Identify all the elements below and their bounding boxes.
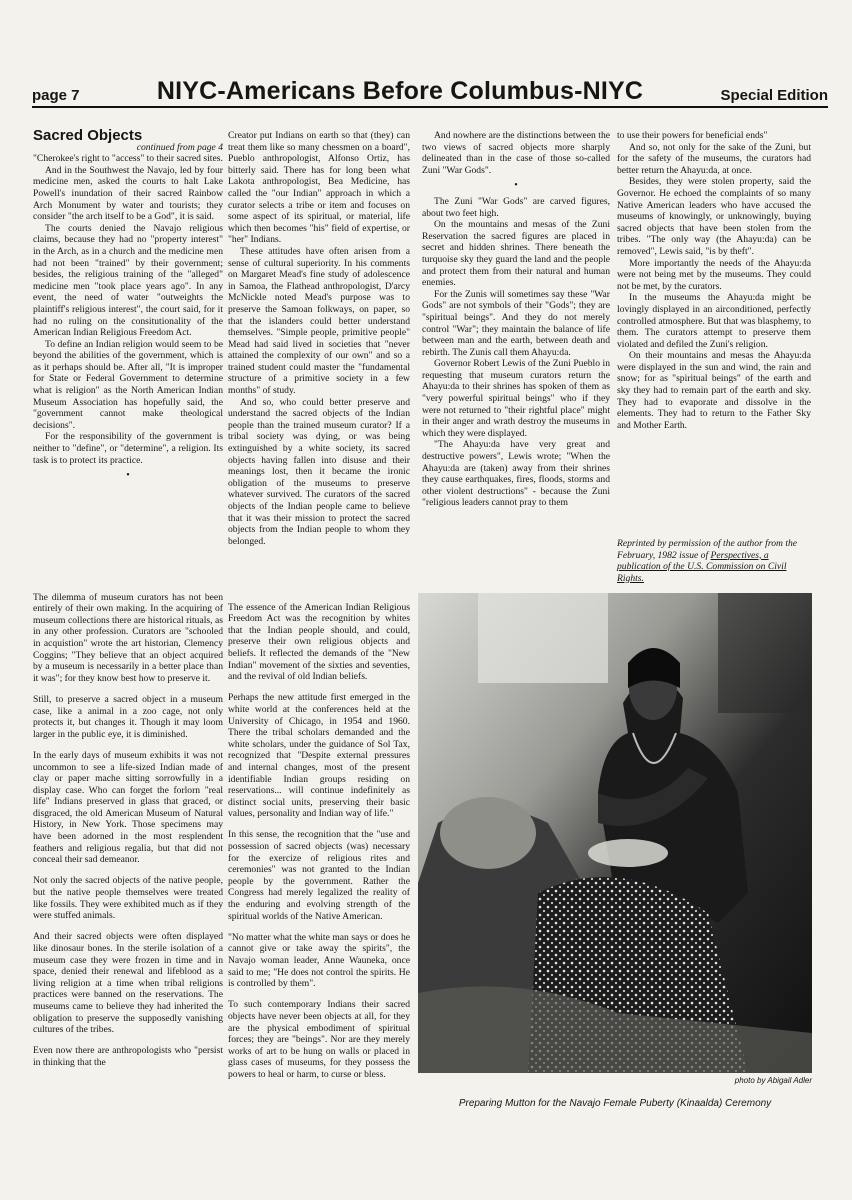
photograph <box>418 593 812 1073</box>
column-4 <box>617 130 811 431</box>
masthead <box>32 76 828 108</box>
paragraph: For the Zunis will sometimes say these "War Gods" are not symbols of their "Gods"; they are "spiritual beings". And they do not merely control "War"; they maintain the balance of life between man and the earth, between death and rebirth. The Zunis call them Ahayu:da. <box>422 288 610 358</box>
paragraph: For the responsibility of the government is neither to "define", or "determine", a religion. Its task is to protect its practice. <box>33 431 223 466</box>
paragraph: More importantly the needs of the Ahayu:da were not being met by the museums. They could not be met, by the curators. <box>617 257 811 292</box>
paragraph: Perhaps the new attitude first emerged in the white world at the conferences held at the University of Chicago, in 1954 and 1960. There the tribal scholars demanded and the white scholars, under the guidance of Sol Tax, recognized that "Despite external pressures and internal changes, most of the present identifiable Indian groups residing on reservations... will continue indefinitely as distinct social units, preserving their basic values, personality and Indian way of life." <box>228 692 410 820</box>
paragraph: In the early days of museum exhibits it was not uncommon to see a life-sized Indian made of clay or paper mache sitting sorrowfully in a display case. Who can forget the forlorn "real life" Indians preserved in glass that graced, or disgraced, the old American Museum of Natural History, in New York. Those specimens may have been adorned in the most resplendent feathers and religious regalia, but that did not conceal their sad demeanor. <box>33 749 223 866</box>
paragraph: And so, who could better preserve and understand the sacred objects of the Indian people than the trained museum curator? If a tribal society was dying, or was being extinguished by a white society, its sacred objects having fallen into disuse and their meanings lost, then it became the ironic obligation of the museums to preserve whatever survived. The curators of the sacred objects of the Indian people came to believe that it was their mission to protect the sacred objects from the Indian people to whom they belonged. <box>228 396 410 547</box>
reprint-text: Reprinted by permission of the author from the February, 1982 issue of <box>617 538 798 561</box>
photo-caption: Preparing Mutton for the Navajo Female Puberty (Kinaalda) Ceremony <box>458 1098 772 1109</box>
paragraph: In this sense, the recognition that the "use and possession of sacred objects (was) necessary for the exercize of religious rites and ceremonies" was not granted to the Indian people by the government. Rather the Congress had merely legalized the reality of the enduring and evolving strength of the spiritual worlds of the Native American. <box>228 829 410 922</box>
reprint-notice <box>617 538 811 584</box>
photograph-image-icon <box>418 593 812 1073</box>
column-2 <box>228 130 410 547</box>
paragraph: And their sacred objects were often displayed like dinosaur bones. In the sterile isolation of a museum case they were frozen in time and in space, denied their renewal and lifeblood as a living religion at a time when tribal religions practices were banned on the reservations. The museums came to believe they had inherited the obligation to preserve the supposedly vanishing cultures of the tribes. <box>33 931 223 1036</box>
continued-from: continued from page 4 <box>136 141 223 153</box>
paragraph: Governor Robert Lewis of the Zuni Pueblo in requesting that museum curators return the Ahayu:da to their shrines has spoken of them as "very powerful spiritual beings" who if they were not returned to "their rightful place" might in their anger and wrath destroy the museums in which they were displayed. <box>422 358 610 439</box>
column-3 <box>422 130 610 509</box>
paragraph: Even now there are anthropologists who "persist in thinking that the <box>33 1045 223 1068</box>
paragraph: On the mountains and mesas of the Zuni Reservation the sacred figures are placed in secret and hidden shrines. There beneath the turquoise sky they guard the land and the people and protect them from their natural and human enemies. <box>422 219 610 289</box>
paragraph: These attitudes have often arisen from a sense of cultural superiority. In his comments on Margaret Mead's fine study of adolescence in Samoa, the Flathead anthropologist, D'arcy McNickle noted Mead's purpose was to preserve the Samoan folkways, on paper, so that the islanders could better understand themselves. "Simple people, primitive people" Mead had said lived in societies that "never attained the complexity of our own" and so a trained student could master the "fundamental structure of a primitive society in a few months" of study. <box>228 245 410 397</box>
paragraph: "Cherokee's right to "access" to their sacred sites. <box>33 153 223 165</box>
paragraph: In the museums the Ahayu:da might be lovingly displayed in an airconditioned, perfectly controlled atmosphere. But that was blasphemy, to them. The curators attempt to preserve them violated and defiled the Zuni's religion. <box>617 292 811 350</box>
paragraph: Creator put Indians on earth so that (they) can treat them like so many chessmen on a board", Pueblo anthropologist, Alfonso Ortiz, has bitterly said. There has for long been what Lakota anthropologist, Bea Medicine, has called the "our Indian" approach in which a curator selects a tribe or item and focuses on some aspect of its spiritual, or material, life which then becomes "his" field of expertise, or "her" Indians. <box>228 130 410 246</box>
masthead-title: NIYC-Americans Before Columbus-NIYC <box>156 77 644 105</box>
paragraph: The Zuni "War Gods" are carved figures, about two feet high. <box>422 195 610 219</box>
photo-credit: photo by Abigail Adler <box>734 1076 812 1085</box>
paragraph: Still, to preserve a sacred object in a museum case, like a animal in a zoo cage, not only protects it, but changes it. Though it may loom larger in the public eye, it is diminished. <box>33 693 223 740</box>
publication-name: Perspectives, a publication of the U.S. Commission on Civil Rights. <box>617 549 787 584</box>
paragraph: And so, not only for the sake of the Zuni, but for the safety of the museums, the curators had better return the Ahayu:da, at once. <box>617 141 811 176</box>
article-headline: Sacred Objects <box>33 127 143 144</box>
page-number: page 7 <box>32 87 80 104</box>
column-2-lower <box>228 592 410 1090</box>
edition-label: Special Edition <box>720 87 828 104</box>
column-1 <box>33 127 223 486</box>
paragraph: The courts denied the Navajo religious claims, because they had no "property interest" in the Arch, as in a church and the medicine men had not been "trained" by their government; besides, the religious training of the "alleged" medicine men "took place years ago". In any event, the need of water "outweights the plaintiff's religious interest", the court said, for it had no ruling on the consitutionality of the American Indian Religious Freedom Act. <box>33 222 223 339</box>
paragraph: "The Ahayu:da have very great and destructive powers", Lewis wrote; "When the Ahayu:da are (taken) away from their shrines they cause earthquakes, fires, floods, storms and other violent destructions" - because the Zuni "religious leaders cannot pray to them <box>422 439 610 509</box>
paragraph: And nowhere are the distinctions between the two views of sacred objects more sharply delineated than in the case of those so-called Zuni "War Gods". <box>422 130 610 176</box>
paragraph: On their mountains and mesas the Ahayu:da were displayed in the sun and wind, the rain and snow; for as "spiritual beings" of the earth and sky they had to remain part of the earth and sky. They had to evaporate and dissolve in the elements. They had to return to the Father Sky and Mother Earth. <box>617 350 811 431</box>
paragraph: Besides, they were stolen property, said the Governor. He echoed the complaints of so many Native American leaders who have accused the museums of knowingly, or unknowingly, buying sacred objects that have been stolen from the tribes. "The only way (the Ahayu:da) can be removed", Lewis said, "is by theft". <box>617 176 811 257</box>
paragraph: The essence of the American Indian Religious Freedom Act was the recognition by whites that the Indian people should, and could, preserve their own religious objects and beliefs. It reflected the demands of the "New Indian" movement of the sixties and seventies, and the revival of old Indian beliefs. <box>228 601 410 683</box>
paragraph: to use their powers for beneficial ends" <box>617 130 768 141</box>
section-bullet: • <box>514 180 518 192</box>
paragraph: Not only the sacred objects of the native people, but the native people themselves were treated like fossils. They were exhibited much as if they were stuffed animals. <box>33 875 223 922</box>
column-1-lower <box>33 582 223 1078</box>
paragraph: The dilemma of museum curators has not been entirely of their own making. In the acquiring of museum collections there are historical rituals, as in any other profession. Curators are "schooled in acquistion" wrote the art historian, Clemency Coggins; "They believe that an object acquired by a museum is necessarily in a better place than it was"; for they know best how to preserve it. <box>33 591 223 684</box>
paragraph: To such contemporary Indians their sacred objects have never been objects at all, for they are the physical embodiment of spiritual forces; they are "beings". Nor are they merely works of art to be hung on walls or placed in glass cases of museums, for they possess the powers to heal or harm, to curse or bless. <box>228 999 410 1080</box>
paragraph: And in the Southwest the Navajo, led by four medicine men, asked the courts to halt Lake Powell's inundation of their sacred Rainbow Arch Monument by water and tourists; they consider "the arch itself to be a God", it is said. <box>33 164 223 223</box>
paragraph: "No matter what the white man says or does he cannot give or take away the spirits", the Navajo woman leader, Anne Wauneka, once said to me; "He does not control the spirits. He is controlled by them". <box>228 931 410 990</box>
section-bullet: • <box>126 470 130 482</box>
paragraph: To define an Indian religion would seem to be beyond the abilities of the government, which is as it perhaps should be. After all, "It is improper for State or Federal Government to determine what is religion" as the North American Indian Museum Association has hopefully said, the "government cannot make theological decisions". <box>33 338 223 431</box>
